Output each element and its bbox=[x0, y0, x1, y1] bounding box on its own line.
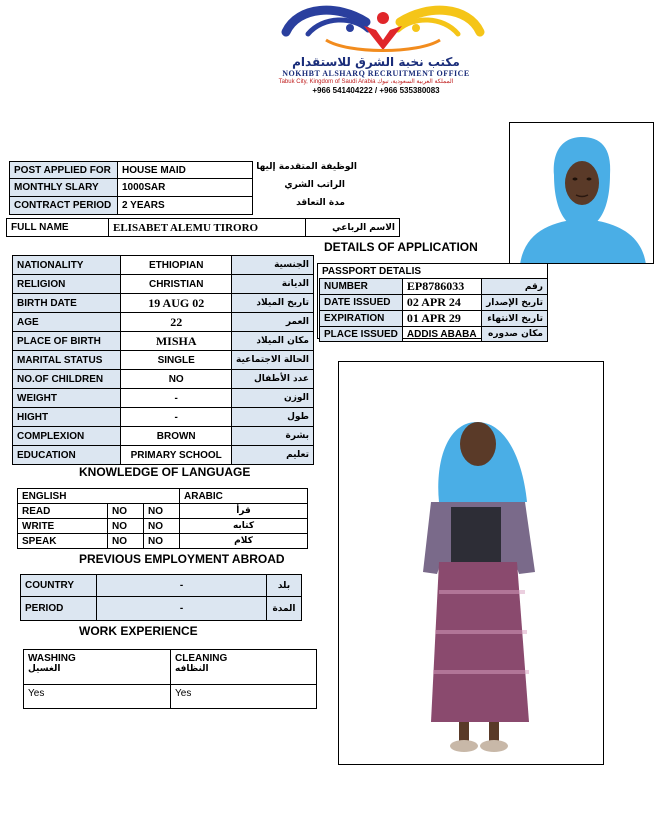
language-arabic-value: NO bbox=[144, 504, 180, 519]
period-value: - bbox=[97, 597, 267, 621]
full-body-photo bbox=[338, 361, 604, 765]
details-label-ar: تاريخ الميلاد bbox=[232, 294, 314, 313]
details-value: - bbox=[121, 408, 232, 427]
language-skill: READ bbox=[18, 504, 108, 519]
language-row bbox=[18, 519, 308, 534]
details-heading: DETAILS OF APPLICATION bbox=[324, 240, 478, 254]
passport-label: NUMBER bbox=[320, 279, 403, 295]
details-value: - bbox=[121, 389, 232, 408]
passport-label-ar: تاريخ الانتهاء bbox=[482, 311, 548, 327]
passport-row bbox=[320, 279, 548, 295]
details-table bbox=[12, 255, 314, 465]
passport-title: PASSPORT DETALIS bbox=[322, 266, 422, 277]
full-name-label: FULL NAME bbox=[7, 219, 109, 237]
language-skill-ar: كتابه bbox=[180, 519, 308, 534]
cleaning-value: Yes bbox=[171, 685, 317, 709]
passport-value: 02 APR 24 bbox=[402, 295, 481, 311]
full-name-value: ELISABET ALEMU TIRORO bbox=[109, 219, 306, 237]
language-skill-ar: كلام bbox=[180, 534, 308, 549]
details-label-ar: العمر bbox=[232, 313, 314, 332]
details-label: RELIGION bbox=[13, 275, 121, 294]
contract-label: CONTRACT PERIOD bbox=[10, 197, 118, 215]
details-label: PLACE OF BIRTH bbox=[13, 332, 121, 351]
washing-label-ar: الغسيل bbox=[28, 664, 61, 674]
details-value: ETHIOPIAN bbox=[121, 256, 232, 275]
passport-label: EXPIRATION bbox=[320, 311, 403, 327]
details-label-ar: تعليم bbox=[232, 446, 314, 465]
details-label-ar: طول bbox=[232, 408, 314, 427]
passport-label-ar: رقم bbox=[482, 279, 548, 295]
details-label: NO.OF CHILDREN bbox=[13, 370, 121, 389]
office-name-english: NOKHBT ALSHARQ RECRUITMENT OFFICE bbox=[282, 69, 470, 78]
details-label: AGE bbox=[13, 313, 121, 332]
details-row bbox=[13, 351, 314, 370]
office-name-arabic: مكتب نخبة الشرق للاستقدام bbox=[292, 55, 460, 69]
passport-row bbox=[320, 311, 548, 327]
language-row bbox=[18, 534, 308, 549]
details-value: NO bbox=[121, 370, 232, 389]
contract-value: 2 YEARS bbox=[118, 197, 253, 215]
language-english-value: NO bbox=[108, 504, 144, 519]
details-row bbox=[13, 294, 314, 313]
language-col-arabic: ARABIC bbox=[180, 489, 289, 504]
portrait-photo bbox=[509, 122, 654, 264]
details-label: WEIGHT bbox=[13, 389, 121, 408]
full-name-table bbox=[6, 218, 400, 237]
language-table bbox=[17, 488, 308, 549]
employment-heading: PREVIOUS EMPLOYMENT ABROAD bbox=[79, 552, 285, 566]
language-english-value: NO bbox=[108, 534, 144, 549]
passport-value: 01 APR 29 bbox=[402, 311, 481, 327]
details-label-ar: مكان الميلاد bbox=[232, 332, 314, 351]
details-value: CHRISTIAN bbox=[121, 275, 232, 294]
washing-value: Yes bbox=[24, 685, 171, 709]
office-phones: +966 541404222 / +966 535380083 bbox=[312, 86, 440, 95]
details-label: EDUCATION bbox=[13, 446, 121, 465]
details-label: MARITAL STATUS bbox=[13, 351, 121, 370]
cleaning-label-ar: النظافه bbox=[175, 664, 209, 674]
position-table bbox=[9, 161, 253, 215]
details-value: 19 AUG 02 bbox=[121, 294, 232, 313]
details-row bbox=[13, 389, 314, 408]
experience-table bbox=[23, 649, 317, 709]
cleaning-cell bbox=[171, 650, 317, 685]
contract-label-ar: مدة التعاقد bbox=[296, 198, 345, 208]
full-name-label-ar: الاسم الرباعي bbox=[306, 219, 400, 237]
salary-label: MONTHLY SLARY bbox=[10, 179, 118, 197]
salary-label-ar: الراتب الشري bbox=[284, 180, 345, 190]
details-label-ar: الوزن bbox=[232, 389, 314, 408]
passport-row bbox=[320, 295, 548, 311]
language-row bbox=[18, 504, 308, 519]
passport-table bbox=[319, 278, 548, 342]
details-value: PRIMARY SCHOOL bbox=[121, 446, 232, 465]
passport-label: PLACE ISSUED bbox=[320, 327, 403, 342]
language-skill: SPEAK bbox=[18, 534, 108, 549]
language-arabic-value: NO bbox=[144, 519, 180, 534]
post-label-ar: الوظيفة المتقدمة إليها bbox=[256, 162, 357, 172]
post-value: HOUSE MAID bbox=[118, 162, 253, 179]
language-col-english: ENGLISH bbox=[18, 489, 180, 504]
details-value: 22 bbox=[121, 313, 232, 332]
details-row bbox=[13, 446, 314, 465]
language-english-value: NO bbox=[108, 519, 144, 534]
details-row bbox=[13, 427, 314, 446]
details-label: BIRTH DATE bbox=[13, 294, 121, 313]
washing-cell bbox=[24, 650, 171, 685]
details-row bbox=[13, 313, 314, 332]
post-label: POST APPLIED FOR bbox=[10, 162, 118, 179]
passport-value: ADDIS ABABA bbox=[402, 327, 481, 342]
country-label: COUNTRY bbox=[21, 575, 97, 597]
details-label: HIGHT bbox=[13, 408, 121, 427]
details-row bbox=[13, 256, 314, 275]
details-row bbox=[13, 370, 314, 389]
details-value: SINGLE bbox=[121, 351, 232, 370]
language-arabic-value: NO bbox=[144, 534, 180, 549]
passport-row bbox=[320, 327, 548, 342]
period-label-ar: المدة bbox=[267, 597, 302, 621]
period-label: PERIOD bbox=[21, 597, 97, 621]
country-label-ar: بلد bbox=[267, 575, 302, 597]
details-row bbox=[13, 332, 314, 351]
passport-label: DATE ISSUED bbox=[320, 295, 403, 311]
experience-heading: WORK EXPERIENCE bbox=[79, 624, 198, 638]
language-skill-ar: قرأ bbox=[180, 504, 308, 519]
passport-label-ar: مكان صدوره bbox=[482, 327, 548, 342]
passport-label-ar: تاريخ الإصدار bbox=[482, 295, 548, 311]
washing-label: WASHING bbox=[28, 653, 76, 664]
details-label-ar: الديانة bbox=[232, 275, 314, 294]
office-location: Tabuk City, Kingdom of Saudi Arabia المملكة العربية السعودية، تبوك bbox=[278, 79, 454, 85]
details-label-ar: عدد الأطفال bbox=[232, 370, 314, 389]
employment-table bbox=[20, 574, 302, 621]
salary-value: 1000SAR bbox=[118, 179, 253, 197]
details-row bbox=[13, 275, 314, 294]
cleaning-label: CLEANING bbox=[175, 653, 228, 664]
language-skill: WRITE bbox=[18, 519, 108, 534]
details-value: BROWN bbox=[121, 427, 232, 446]
passport-value: EP8786033 bbox=[402, 279, 481, 295]
details-label-ar: بشرة bbox=[232, 427, 314, 446]
country-value: - bbox=[97, 575, 267, 597]
details-value: MISHA bbox=[121, 332, 232, 351]
details-label-ar: الجنسية bbox=[232, 256, 314, 275]
details-label-ar: الحالة الاجتماعية bbox=[232, 351, 314, 370]
details-row bbox=[13, 408, 314, 427]
details-label: COMPLEXION bbox=[13, 427, 121, 446]
details-label: NATIONALITY bbox=[13, 256, 121, 275]
language-heading: KNOWLEDGE OF LANGUAGE bbox=[79, 465, 251, 479]
